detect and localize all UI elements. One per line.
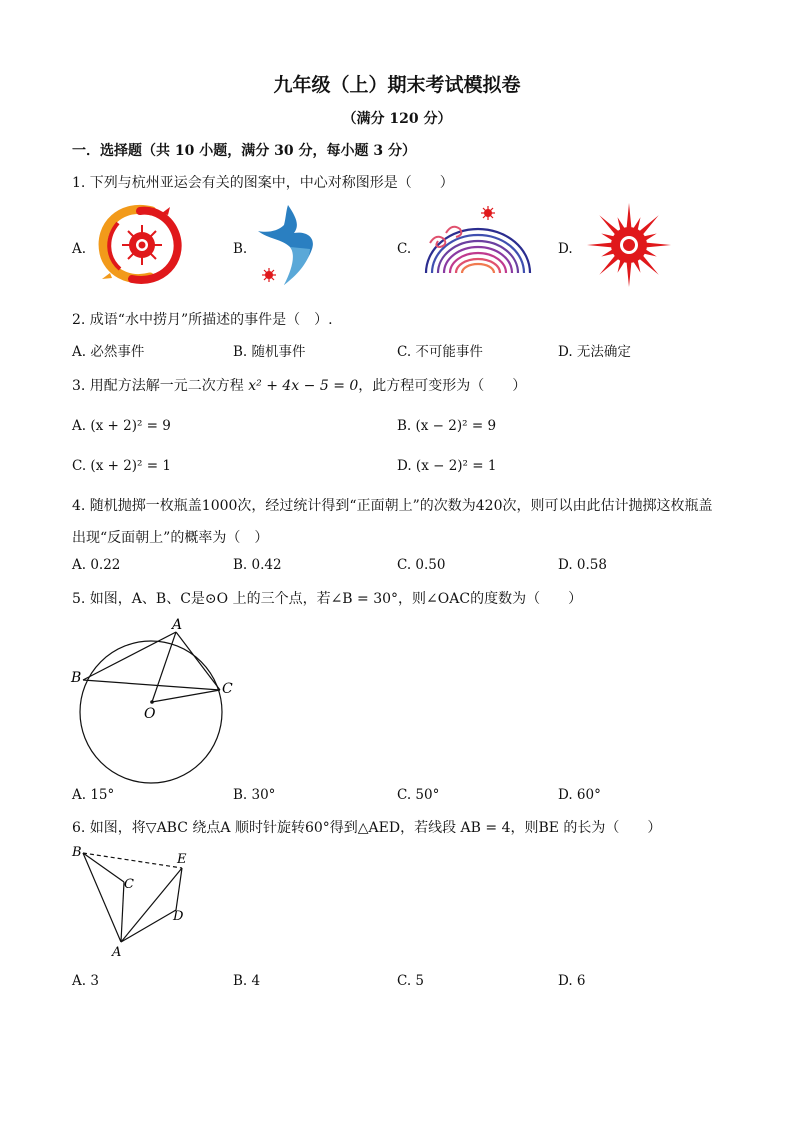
question-1-stem: 1. 下列与杭州亚运会有关的图案中，中心对称图形是（ ） bbox=[72, 175, 454, 191]
q3-option-a: A. (x + 2)² = 9 bbox=[72, 418, 171, 434]
q2-option-b: B. 随机事件 bbox=[233, 344, 306, 360]
asian-games-rainbow-emblem-image bbox=[418, 203, 536, 287]
section-heading: 一．选择题（共 10 小题，满分 30 分，每小题 3 分） bbox=[72, 143, 416, 159]
page-subtitle: （满分 120 分） bbox=[342, 111, 452, 127]
sun-ray bbox=[626, 203, 631, 229]
q3-equation: x² + 4x − 5 = 0 bbox=[248, 378, 359, 394]
q5-option-b: B. 30° bbox=[233, 787, 276, 803]
page-title: 九年级（上）期末考试模拟卷 bbox=[273, 74, 521, 96]
question-6-stem: 6. 如图，将▽ABC 绕点A 顺时针旋转60°得到△AED，若线段 AB = 4，则BE 的长为（ ） bbox=[72, 820, 662, 836]
q5-label-c: C bbox=[222, 681, 233, 697]
q3-option-c: C. (x + 2)² = 1 bbox=[72, 458, 171, 474]
asian-games-fish-emblem-image bbox=[250, 203, 320, 291]
q1-option-d-label: D. bbox=[558, 241, 573, 257]
sun-ray bbox=[645, 242, 671, 247]
asian-games-sun-emblem-image bbox=[584, 200, 674, 290]
q5-option-d: D. 60° bbox=[558, 787, 601, 803]
q6-option-b: B. 4 bbox=[233, 973, 261, 989]
q5-circle-figure bbox=[68, 612, 248, 792]
question-5-stem: 5. 如图，A、B、C是⊙O 上的三个点，若∠B = 30°，则∠OAC的度数为（ ） bbox=[72, 591, 583, 607]
question-3-stem bbox=[72, 375, 526, 395]
q6-option-a: A. 3 bbox=[72, 973, 99, 989]
q2-option-c: C. 不可能事件 bbox=[397, 344, 483, 360]
q4-option-b: B. 0.42 bbox=[233, 557, 282, 573]
q6-label-b: B bbox=[72, 845, 82, 860]
q4-option-d: D. 0.58 bbox=[558, 557, 607, 573]
q2-option-a: A. 必然事件 bbox=[72, 344, 145, 360]
question-2-stem: 2. 成语“水中捞月”所描述的事件是（ ）. bbox=[72, 312, 333, 328]
asian-games-dragon-emblem-image bbox=[92, 203, 188, 287]
q3-stem-suffix: ，此方程可变形为（ ） bbox=[358, 378, 527, 394]
q2-option-d: D. 无法确定 bbox=[558, 344, 631, 360]
q5-option-c: C. 50° bbox=[397, 787, 440, 803]
q3-option-b: B. (x − 2)² = 9 bbox=[397, 418, 497, 434]
sun-ray bbox=[626, 261, 631, 287]
q6-label-a: A bbox=[112, 945, 122, 960]
q1-option-c-label: C. bbox=[397, 241, 412, 257]
question-4-stem-line-1: 4. 随机抛掷一枚瓶盖1000次，经过统计得到“正面朝上”的次数为420次，则可以由此估计抛掷这枚瓶盖 bbox=[72, 498, 713, 514]
q5-label-o: O bbox=[144, 706, 156, 722]
q5-label-b: B bbox=[71, 670, 82, 686]
q6-label-d: D bbox=[173, 909, 184, 924]
q6-option-d: D. 6 bbox=[558, 973, 586, 989]
q3-stem-prefix: 3. 用配方法解一元二次方程 bbox=[72, 378, 249, 394]
q4-option-a: A. 0.22 bbox=[72, 557, 121, 573]
q1-option-a-label: A. bbox=[72, 241, 87, 257]
q6-label-e: E bbox=[177, 852, 187, 867]
q6-label-c: C bbox=[124, 877, 134, 892]
sun-ray bbox=[587, 242, 613, 247]
question-4-stem-line-2: 出现“反面朝上”的概率为（ ） bbox=[72, 530, 269, 546]
q6-rotation-figure bbox=[66, 842, 206, 962]
q6-option-c: C. 5 bbox=[397, 973, 425, 989]
q4-option-c: C. 0.50 bbox=[397, 557, 446, 573]
q1-option-b-label: B. bbox=[233, 241, 248, 257]
q5-label-a: A bbox=[172, 617, 183, 633]
q3-option-d: D. (x − 2)² = 1 bbox=[397, 458, 497, 474]
q5-option-a: A. 15° bbox=[72, 787, 115, 803]
